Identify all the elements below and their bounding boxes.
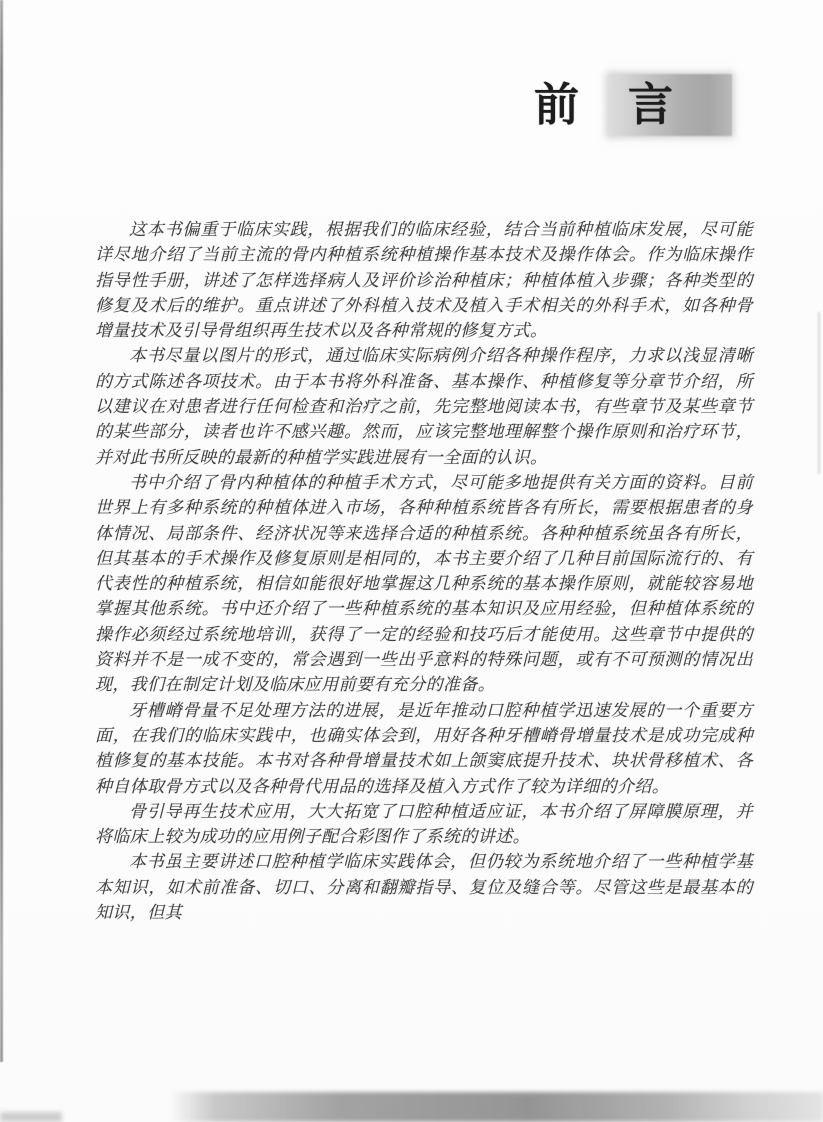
right-edge-shadow — [818, 312, 820, 474]
preface-paragraph: 本书尽量以图片的形式，通过临床实际病例介绍各种操作程序，力求以浅显清晰的方式陈述各项技术。由于本书将外科准备、基本操作、种植修复等分章节介绍，所以建议在对患者进行任何检查和治疗之前，先完整地阅读本书，有些章节及某些章节的某些部分，读者也许不感兴趣。然而，应该完整地理解整个操作原则和治疗环节，并对此书所反映的最新的种植学实践进展有一全面的认识。 — [95, 346, 753, 468]
page-title: 前 言 — [534, 79, 676, 130]
left-binding-edge — [0, 0, 3, 1062]
bottom-left-corner-artifact — [0, 1112, 62, 1122]
preface-paragraph: 书中介绍了骨内种植体的种植手术方式，尽可能多地提供有关方面的资料。目前世界上有多种系统的种植体进入市场，各种种植系统皆各有所长，需要根据患者的身体情况、局部条件、经济状况等来选择合适的种植系统。各种种植系统虽各有所长，但其基本的手术操作及修复原则是相同的，本书主要介绍了几种目前国际流行的、有代表性的种植系统，相信如能很好地掌握这几种系统的基本操作原则，就能较容易地掌握其他系统。书中还介绍了一些种植系统的基本知识及应用经验，但种植体系统的操作必须经过系统地培训，获得了一定的经验和技巧后才能使用。这些章节中提供的资料并不是一成不变的，常会遇到一些出乎意料的特殊问题，或有不可预测的情况出现，我们在制定计划及临床应用前要有充分的准备。 — [95, 472, 753, 696]
preface-paragraph: 骨引导再生技术应用，大大拓宽了口腔种植适应证，本书介绍了屏障膜原理，并将临床上较为成功的应用例子配合彩图作了系统的讲述。 — [95, 801, 753, 848]
preface-paragraph: 牙槽嵴骨量不足处理方法的进展，是近年推动口腔种植学迅速发展的一个重要方面，在我们的临床实践中，也确实体会到，用好各种牙槽嵴骨增量技术是成功完成种植修复的基本技能。本书对各种骨增量技术如上颌窦底提升技术、块状骨移植术、各种自体取骨方式以及各种骨代用品的选择及植入方式作了较为详细的介绍。 — [95, 700, 753, 797]
bottom-scan-band — [170, 1092, 823, 1122]
preface-paragraph: 这本书偏重于临床实践，根据我们的临床经验，结合当前种植临床发展，尽可能详尽地介绍了当前主流的骨内种植系统种植操作基本技术及操作体会。作为临床操作指导性手册，讲述了怎样选择病人及评价诊治种植床；种植体植入步骤；各种类型的修复及术后的维护。重点讲述了外科植入技术及植入手术相关的外科手术，如各种骨增量技术及引导骨组织再生技术以及各种常规的修复方式。 — [95, 220, 753, 342]
preface-paragraph: 本书虽主要讲述口腔种植学临床实践体会，但仍较为系统地介绍了一些种植学基本知识，如术前准备、切口、分离和翻瓣指导、复位及缝合等。尽管这些是最基本的知识，但其 — [95, 852, 753, 924]
preface-body — [95, 218, 753, 926]
